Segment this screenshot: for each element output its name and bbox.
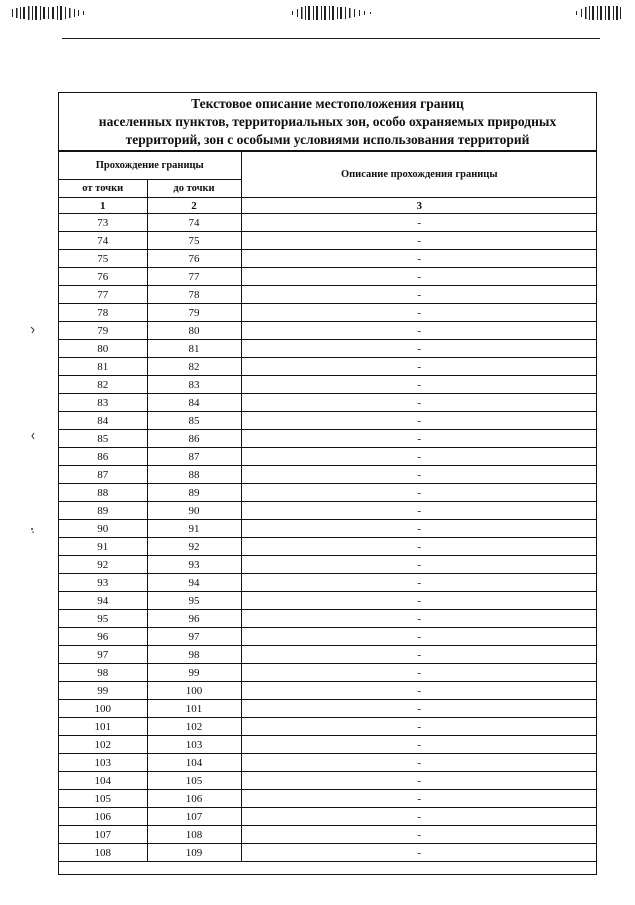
description-cell: - xyxy=(241,520,597,538)
table-row xyxy=(59,556,597,574)
from-point-cell: 77 xyxy=(59,286,147,304)
description-cell: - xyxy=(241,664,597,682)
to-point-cell: 95 xyxy=(147,592,241,610)
from-point-cell: 97 xyxy=(59,646,147,664)
from-point-cell: 78 xyxy=(59,304,147,322)
description-cell: - xyxy=(241,448,597,466)
to-point-cell: 106 xyxy=(147,790,241,808)
description-cell: - xyxy=(241,268,597,286)
to-point-cell: 99 xyxy=(147,664,241,682)
to-point-cell: 78 xyxy=(147,286,241,304)
from-point-cell: 83 xyxy=(59,394,147,412)
description-cell: - xyxy=(241,538,597,556)
table-row xyxy=(59,412,597,430)
table-row xyxy=(59,538,597,556)
column-number: 3 xyxy=(241,198,597,214)
from-point-cell: 93 xyxy=(59,574,147,592)
to-point-cell: 105 xyxy=(147,772,241,790)
description-cell: - xyxy=(241,358,597,376)
document-frame xyxy=(58,92,597,875)
table-row xyxy=(59,574,597,592)
from-point-cell: 95 xyxy=(59,610,147,628)
document-title xyxy=(59,93,596,151)
table-row xyxy=(59,448,597,466)
scan-mark-left xyxy=(12,6,90,20)
table-row xyxy=(59,790,597,808)
from-point-cell: 73 xyxy=(59,214,147,232)
from-point-cell: 81 xyxy=(59,358,147,376)
from-point-cell: 89 xyxy=(59,502,147,520)
to-point-cell: 104 xyxy=(147,754,241,772)
to-point-cell: 91 xyxy=(147,520,241,538)
to-point-cell: 109 xyxy=(147,844,241,862)
header-from-point: от точки xyxy=(59,180,147,198)
from-point-cell: 75 xyxy=(59,250,147,268)
to-point-cell: 98 xyxy=(147,646,241,664)
to-point-cell: 85 xyxy=(147,412,241,430)
margin-speck xyxy=(30,432,36,443)
description-cell: - xyxy=(241,718,597,736)
description-cell: - xyxy=(241,574,597,592)
table-row xyxy=(59,772,597,790)
to-point-cell: 81 xyxy=(147,340,241,358)
to-point-cell: 74 xyxy=(147,214,241,232)
description-cell: - xyxy=(241,304,597,322)
description-cell: - xyxy=(241,808,597,826)
to-point-cell: 90 xyxy=(147,502,241,520)
description-cell: - xyxy=(241,484,597,502)
to-point-cell: 89 xyxy=(147,484,241,502)
from-point-cell: 105 xyxy=(59,790,147,808)
from-point-cell: 80 xyxy=(59,340,147,358)
table-row xyxy=(59,214,597,232)
table-row xyxy=(59,592,597,610)
table-row xyxy=(59,610,597,628)
table-row xyxy=(59,376,597,394)
description-cell: - xyxy=(241,700,597,718)
to-point-cell: 76 xyxy=(147,250,241,268)
to-point-cell: 107 xyxy=(147,808,241,826)
table-row xyxy=(59,718,597,736)
to-point-cell: 96 xyxy=(147,610,241,628)
from-point-cell: 100 xyxy=(59,700,147,718)
to-point-cell: 86 xyxy=(147,430,241,448)
table-row xyxy=(59,646,597,664)
from-point-cell: 91 xyxy=(59,538,147,556)
description-cell: - xyxy=(241,826,597,844)
from-point-cell: 106 xyxy=(59,808,147,826)
from-point-cell: 107 xyxy=(59,826,147,844)
description-cell: - xyxy=(241,736,597,754)
to-point-cell: 94 xyxy=(147,574,241,592)
header-to-point: до точки xyxy=(147,180,241,198)
to-point-cell: 93 xyxy=(147,556,241,574)
table-row xyxy=(59,394,597,412)
description-cell: - xyxy=(241,646,597,664)
description-cell: - xyxy=(241,340,597,358)
from-point-cell: 99 xyxy=(59,682,147,700)
table-row xyxy=(59,322,597,340)
description-cell: - xyxy=(241,844,597,862)
from-point-cell: 102 xyxy=(59,736,147,754)
to-point-cell: 80 xyxy=(147,322,241,340)
table-row xyxy=(59,268,597,286)
table-row xyxy=(59,628,597,646)
table-row xyxy=(59,664,597,682)
from-point-cell: 103 xyxy=(59,754,147,772)
to-point-cell: 108 xyxy=(147,826,241,844)
from-point-cell: 85 xyxy=(59,430,147,448)
description-cell: - xyxy=(241,214,597,232)
table-row xyxy=(59,808,597,826)
table-row xyxy=(59,358,597,376)
from-point-cell: 94 xyxy=(59,592,147,610)
table-row xyxy=(59,484,597,502)
to-point-cell: 77 xyxy=(147,268,241,286)
table-row xyxy=(59,736,597,754)
table-row xyxy=(59,430,597,448)
from-point-cell: 88 xyxy=(59,484,147,502)
from-point-cell: 98 xyxy=(59,664,147,682)
title-line-3: территорий, зон с особыми условиями использования территорий xyxy=(125,132,530,147)
description-cell: - xyxy=(241,772,597,790)
from-point-cell: 84 xyxy=(59,412,147,430)
description-cell: - xyxy=(241,412,597,430)
table-row xyxy=(59,466,597,484)
table-row xyxy=(59,340,597,358)
description-cell: - xyxy=(241,376,597,394)
from-point-cell: 101 xyxy=(59,718,147,736)
description-cell: - xyxy=(241,466,597,484)
to-point-cell: 84 xyxy=(147,394,241,412)
to-point-cell: 100 xyxy=(147,682,241,700)
description-cell: - xyxy=(241,754,597,772)
header-boundary-passage: Прохождение границы xyxy=(59,152,241,180)
table-row xyxy=(59,844,597,862)
margin-speck xyxy=(30,326,36,337)
description-cell: - xyxy=(241,502,597,520)
table-row xyxy=(59,700,597,718)
from-point-cell: 74 xyxy=(59,232,147,250)
to-point-cell: 103 xyxy=(147,736,241,754)
description-cell: - xyxy=(241,682,597,700)
to-point-cell: 82 xyxy=(147,358,241,376)
description-cell: - xyxy=(241,610,597,628)
to-point-cell: 102 xyxy=(147,718,241,736)
table-row xyxy=(59,304,597,322)
boundary-table xyxy=(59,151,597,862)
table-row xyxy=(59,286,597,304)
description-cell: - xyxy=(241,232,597,250)
from-point-cell: 82 xyxy=(59,376,147,394)
column-number: 1 xyxy=(59,198,147,214)
description-cell: - xyxy=(241,394,597,412)
table-row xyxy=(59,520,597,538)
table-row xyxy=(59,682,597,700)
table-body xyxy=(59,214,597,862)
from-point-cell: 104 xyxy=(59,772,147,790)
to-point-cell: 79 xyxy=(147,304,241,322)
margin-speck xyxy=(30,526,36,537)
scan-mark-center xyxy=(292,6,378,20)
description-cell: - xyxy=(241,250,597,268)
table-row xyxy=(59,754,597,772)
description-cell: - xyxy=(241,430,597,448)
description-cell: - xyxy=(241,322,597,340)
description-cell: - xyxy=(241,592,597,610)
table-row xyxy=(59,250,597,268)
title-line-2: населенных пунктов, территориальных зон, особо охраняемых природных xyxy=(98,114,557,129)
description-cell: - xyxy=(241,556,597,574)
title-line-1: Текстовое описание местоположения границ xyxy=(191,96,464,111)
from-point-cell: 90 xyxy=(59,520,147,538)
to-point-cell: 97 xyxy=(147,628,241,646)
header-description: Описание прохождения границы xyxy=(241,152,597,198)
scan-mark-right xyxy=(576,6,624,20)
description-cell: - xyxy=(241,286,597,304)
to-point-cell: 87 xyxy=(147,448,241,466)
header-rule xyxy=(62,38,600,39)
table-row xyxy=(59,826,597,844)
from-point-cell: 96 xyxy=(59,628,147,646)
to-point-cell: 75 xyxy=(147,232,241,250)
from-point-cell: 76 xyxy=(59,268,147,286)
from-point-cell: 108 xyxy=(59,844,147,862)
from-point-cell: 87 xyxy=(59,466,147,484)
description-cell: - xyxy=(241,628,597,646)
to-point-cell: 101 xyxy=(147,700,241,718)
to-point-cell: 83 xyxy=(147,376,241,394)
column-number: 2 xyxy=(147,198,241,214)
from-point-cell: 79 xyxy=(59,322,147,340)
to-point-cell: 88 xyxy=(147,466,241,484)
from-point-cell: 92 xyxy=(59,556,147,574)
table-row xyxy=(59,502,597,520)
to-point-cell: 92 xyxy=(147,538,241,556)
description-cell: - xyxy=(241,790,597,808)
table-row xyxy=(59,232,597,250)
from-point-cell: 86 xyxy=(59,448,147,466)
